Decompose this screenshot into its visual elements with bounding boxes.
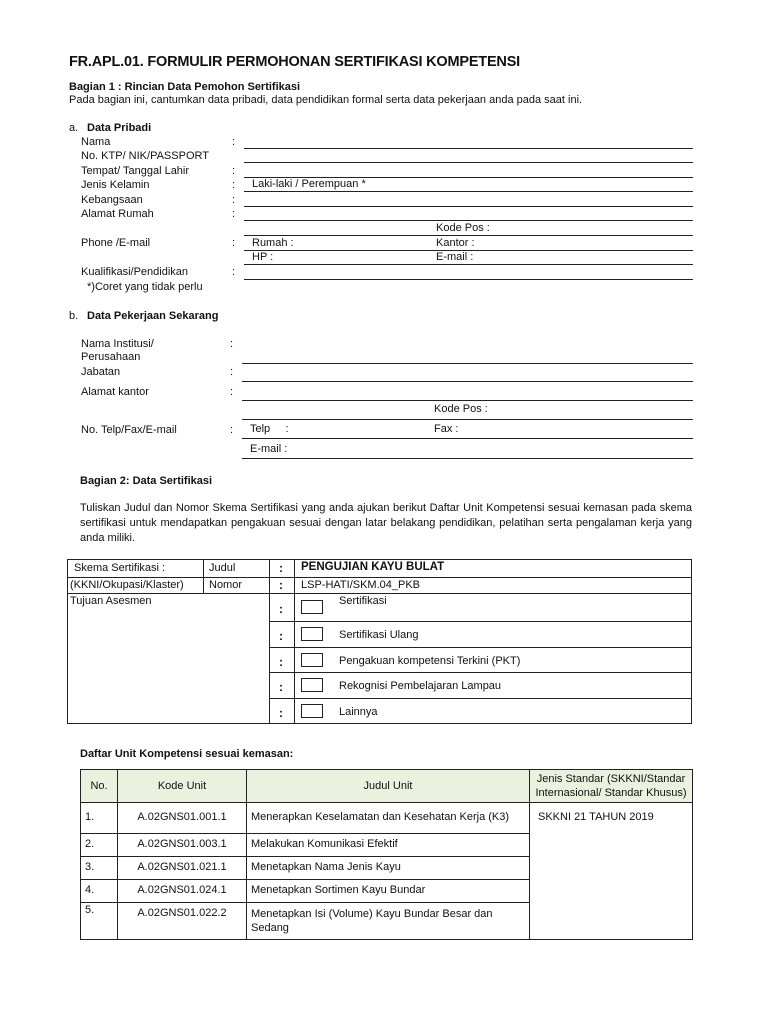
field-line-ktp[interactable] — [244, 162, 693, 163]
field-line-alamat[interactable] — [244, 220, 693, 221]
label-ttl: Tempat/ Tanggal Lahir — [81, 165, 190, 177]
colon: : — [230, 338, 234, 350]
rumah-label: Rumah : — [252, 237, 294, 249]
label-telp-fax-email: No. Telp/Fax/E-mail — [81, 424, 177, 436]
tujuan-asesmen-label: Tujuan Asesmen — [70, 595, 152, 607]
colon: : — [232, 136, 236, 148]
label-phone-email: Phone /E-mail — [81, 237, 151, 249]
col-header-kode: Kode Unit — [118, 770, 247, 803]
field-line-kodepos[interactable] — [244, 235, 693, 236]
kode-pos-kantor-label: Kode Pos : — [434, 403, 488, 415]
kantor-label: Kantor : — [436, 237, 475, 249]
field-line-hp[interactable] — [244, 264, 693, 265]
telp-label: Telp : — [250, 423, 289, 435]
label-ktp: No. KTP/ NIK/PASSPORT — [81, 150, 209, 162]
cell-judul: Menetapkan Sortimen Kayu Bundar — [247, 880, 530, 903]
colon: : — [279, 706, 283, 720]
field-line-alamat-kantor[interactable] — [242, 400, 693, 401]
colon: : — [232, 237, 236, 249]
checkbox-lainnya[interactable] — [301, 704, 323, 718]
cell-kode: A.02GNS01.001.1 — [118, 803, 247, 834]
cell-standar: SKKNI 21 TAHUN 2019 — [530, 803, 693, 940]
kode-pos-label: Kode Pos : — [436, 222, 490, 234]
label-jenis-kelamin: Jenis Kelamin — [81, 179, 150, 191]
colon: : — [232, 165, 236, 177]
field-line-jabatan[interactable] — [242, 381, 693, 382]
units-heading: Daftar Unit Kompetensi sesuai kemasan: — [80, 748, 294, 760]
field-line-email-kantor[interactable] — [242, 458, 693, 459]
col-header-no: No. — [81, 770, 118, 803]
colon: : — [232, 266, 236, 278]
field-line-kebangsaan[interactable] — [244, 206, 693, 207]
field-line-nama[interactable] — [244, 148, 693, 149]
colon: : — [279, 602, 283, 616]
checkbox-rpl[interactable] — [301, 678, 323, 692]
units-table — [80, 769, 693, 940]
colon: : — [230, 366, 234, 378]
option-label: Lainnya — [339, 706, 378, 718]
colon: : — [230, 424, 234, 436]
cell-judul: Menetapkan Nama Jenis Kayu — [247, 857, 530, 880]
email-kantor-label: E-mail : — [250, 443, 288, 455]
skema-label: Skema Sertifikasi : — [74, 562, 166, 574]
cell-judul: Menerapkan Keselamatan dan Kesehatan Kerja (K3) — [247, 803, 530, 834]
label-institusi: Nama Institusi/ — [81, 338, 154, 350]
label-nama: Nama — [81, 136, 111, 148]
judul-value[interactable]: PENGUJIAN KAYU BULAT — [301, 561, 445, 573]
section-a-marker: a. — [69, 122, 79, 134]
label-kebangsaan: Kebangsaan — [81, 194, 143, 206]
colon: : — [230, 386, 234, 398]
colon: : — [279, 680, 283, 694]
label-jabatan: Jabatan — [81, 366, 121, 378]
option-label: Sertifikasi Ulang — [339, 629, 419, 641]
checkbox-sertifikasi-ulang[interactable] — [301, 627, 323, 641]
col-header-judul: Judul Unit — [247, 770, 530, 803]
checkbox-pkt[interactable] — [301, 653, 323, 667]
note-coret: *)Coret yang tidak perlu — [87, 281, 203, 293]
colon: : — [279, 655, 283, 669]
nomor-value[interactable]: LSP-HATI/SKM.04_PKB — [301, 579, 421, 591]
colon: : — [232, 194, 236, 206]
field-line-institusi[interactable] — [242, 363, 693, 364]
section-b-heading: Data Pekerjaan Sekarang — [87, 310, 219, 322]
cell-no: 1. — [81, 803, 118, 834]
field-line-telp[interactable] — [242, 438, 693, 439]
fax-label: Fax : — [434, 423, 459, 435]
option-label: Rekognisi Pembelajaran Lampau — [339, 680, 502, 692]
field-line-jk[interactable] — [244, 191, 693, 192]
label-kualifikasi: Kualifikasi/Pendidikan — [81, 266, 189, 278]
col-header-standar: Jenis Standar (SKKNI/Standar Internasional/ Standar Khusus) — [530, 770, 693, 803]
section-a-heading: Data Pribadi — [87, 122, 152, 134]
table-row — [81, 803, 693, 834]
label-alamat-rumah: Alamat Rumah — [81, 208, 154, 220]
label-perusahaan: Perusahaan — [81, 351, 141, 363]
page-title: FR.APL.01. FORMULIR PERMOHONAN SERTIFIKASI KOMPETENSI — [69, 54, 521, 70]
judul-label: Judul — [209, 562, 236, 574]
cell-kode: A.02GNS01.022.2 — [118, 903, 247, 940]
cell-judul: Menetapkan Isi (Volume) Kayu Bundar Besar dan Sedang — [247, 903, 530, 940]
colon: : — [279, 561, 283, 575]
colon: : — [232, 208, 236, 220]
colon: : — [232, 179, 236, 191]
option-label: Pengakuan kompetensi Terkini (PKT) — [339, 655, 521, 667]
colon: : — [279, 629, 283, 643]
cell-no: 3. — [81, 857, 118, 880]
cell-kode: A.02GNS01.003.1 — [118, 834, 247, 857]
cell-no: 2. — [81, 834, 118, 857]
skema-table — [67, 559, 692, 724]
nomor-label: Nomor — [209, 579, 243, 591]
jenis-kelamin-value: Laki-laki / Perempuan * — [252, 178, 366, 190]
bagian2-heading: Bagian 2: Data Sertifikasi — [80, 475, 213, 487]
cell-no: 5. — [81, 903, 118, 940]
field-line-kodepos-kantor[interactable] — [242, 419, 693, 420]
hp-label: HP : — [252, 251, 274, 263]
cell-kode: A.02GNS01.024.1 — [118, 880, 247, 903]
bagian1-desc: Pada bagian ini, cantumkan data pribadi, data pendidikan formal serta data pekerjaan anda pada saat ini. — [69, 94, 583, 106]
bagian2-desc: Tuliskan Judul dan Nomor Skema Sertifikasi yang anda ajukan berikut Daftar Unit Kompetensi sesuai kemasan pada skema sertifikasi untuk mendapatkan pengakuan sesuai dengan latar belakang pendidikan, pelatihan serta pengalaman kerja yang anda miliki. — [80, 502, 692, 544]
colon: : — [279, 578, 283, 592]
email-label: E-mail : — [436, 251, 474, 263]
cell-judul: Melakukan Komunikasi Efektif — [247, 834, 530, 857]
cell-no: 4. — [81, 880, 118, 903]
skema-type-label: (KKNI/Okupasi/Klaster) — [70, 579, 184, 591]
section-b-marker: b. — [69, 310, 79, 322]
checkbox-sertifikasi[interactable] — [301, 600, 323, 614]
option-label: Sertifikasi — [339, 595, 387, 607]
field-line-kualifikasi[interactable] — [244, 279, 693, 280]
cell-kode: A.02GNS01.021.1 — [118, 857, 247, 880]
bagian1-heading: Bagian 1 : Rincian Data Pemohon Sertifikasi — [69, 81, 301, 93]
label-alamat-kantor: Alamat kantor — [81, 386, 149, 398]
